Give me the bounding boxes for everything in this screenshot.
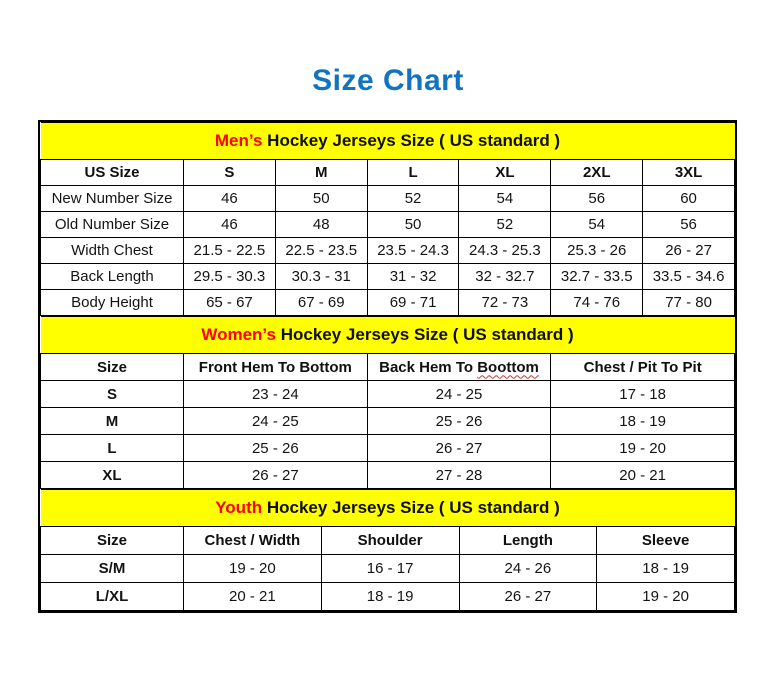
cell-value: 19 - 20: [551, 435, 735, 462]
back-hem-prefix: Back Hem To: [379, 358, 474, 376]
cell-value: 31 - 32: [367, 264, 459, 290]
mens-col-header: 2XL: [551, 160, 643, 186]
cell-value: 30.3 - 31: [275, 264, 367, 290]
cell-value: 27 - 28: [367, 462, 551, 489]
cell-value: 17 - 18: [551, 381, 735, 408]
cell-value: 24.3 - 25.3: [459, 238, 551, 264]
cell-value: 32.7 - 33.5: [551, 264, 643, 290]
womens-section-band: [41, 317, 735, 354]
table-row: [41, 381, 735, 408]
youth-col-header: Length: [459, 527, 597, 555]
youth-col-header: Shoulder: [321, 527, 459, 555]
cell-value: 24 - 26: [459, 555, 597, 583]
row-label: S/M: [41, 555, 184, 583]
cell-value: 18 - 19: [551, 408, 735, 435]
cell-value: 18 - 19: [597, 555, 735, 583]
row-label: Old Number Size: [41, 212, 184, 238]
cell-value: 18 - 19: [321, 583, 459, 611]
youth-band-highlight: Youth: [215, 498, 263, 517]
cell-value: 21.5 - 22.5: [184, 238, 276, 264]
mens-col-header: US Size: [41, 160, 184, 186]
table-row: [41, 290, 735, 316]
youth-size-table: [40, 489, 735, 611]
row-label: S: [41, 381, 184, 408]
cell-value: 33.5 - 34.6: [643, 264, 735, 290]
row-label: XL: [41, 462, 184, 489]
table-row: [41, 212, 735, 238]
youth-col-header: Chest / Width: [184, 527, 322, 555]
cell-value: 46: [184, 212, 276, 238]
mens-band-highlight: Men’s: [214, 131, 263, 150]
womens-header-row: [41, 354, 735, 381]
mens-col-header: 3XL: [643, 160, 735, 186]
cell-value: 19 - 20: [184, 555, 322, 583]
table-row: [41, 555, 735, 583]
cell-value: 23.5 - 24.3: [367, 238, 459, 264]
youth-col-header: Size: [41, 527, 184, 555]
table-row: [41, 408, 735, 435]
cell-value: 29.5 - 30.3: [184, 264, 276, 290]
cell-value: 52: [367, 186, 459, 212]
mens-col-header: XL: [459, 160, 551, 186]
cell-value: 20 - 21: [551, 462, 735, 489]
cell-value: 24 - 25: [367, 381, 551, 408]
cell-value: 16 - 17: [321, 555, 459, 583]
mens-section-band: [41, 123, 735, 160]
size-chart-table: [38, 120, 737, 613]
cell-value: 20 - 21: [184, 583, 322, 611]
row-label: Back Length: [41, 264, 184, 290]
cell-value: 69 - 71: [367, 290, 459, 316]
cell-value: 56: [643, 212, 735, 238]
page-title: Size Chart: [312, 64, 464, 97]
row-label: Width Chest: [41, 238, 184, 264]
cell-value: 72 - 73: [459, 290, 551, 316]
row-label: L: [41, 435, 184, 462]
cell-value: 50: [275, 186, 367, 212]
youth-band-cell: [41, 490, 735, 527]
cell-value: 67 - 69: [275, 290, 367, 316]
cell-value: 26 - 27: [459, 583, 597, 611]
mens-size-table: [40, 122, 735, 316]
youth-header-row: [41, 527, 735, 555]
cell-value: 74 - 76: [551, 290, 643, 316]
mens-band-text: Hockey Jerseys Size ( US standard ): [267, 131, 561, 150]
cell-value: 25 - 26: [184, 435, 368, 462]
womens-col-header: Front Hem To Bottom: [184, 354, 368, 381]
table-row: [41, 435, 735, 462]
cell-value: 77 - 80: [643, 290, 735, 316]
row-label: M: [41, 408, 184, 435]
youth-band-text: Hockey Jerseys Size ( US standard ): [266, 498, 560, 517]
mens-band-cell: [41, 123, 735, 160]
womens-col-header: Chest / Pit To Pit: [551, 354, 735, 381]
row-label: Body Height: [41, 290, 184, 316]
cell-value: 46: [184, 186, 276, 212]
cell-value: 56: [551, 186, 643, 212]
table-row: [41, 583, 735, 611]
womens-col-header: Size: [41, 354, 184, 381]
mens-col-header: M: [275, 160, 367, 186]
womens-band-cell: [41, 317, 735, 354]
youth-section-band: [41, 490, 735, 527]
table-row: [41, 238, 735, 264]
mens-header-row: [41, 160, 735, 186]
cell-value: 54: [459, 186, 551, 212]
cell-value: 60: [643, 186, 735, 212]
cell-value: 24 - 25: [184, 408, 368, 435]
cell-value: 50: [367, 212, 459, 238]
cell-value: 19 - 20: [597, 583, 735, 611]
cell-value: 25 - 26: [367, 408, 551, 435]
womens-band-text: Hockey Jerseys Size ( US standard ): [280, 325, 574, 344]
cell-value: 52: [459, 212, 551, 238]
cell-value: 26 - 27: [184, 462, 368, 489]
womens-size-table: [40, 316, 735, 489]
mens-col-header: L: [367, 160, 459, 186]
cell-value: 22.5 - 23.5: [275, 238, 367, 264]
row-label: New Number Size: [41, 186, 184, 212]
table-row: [41, 462, 735, 489]
womens-col-header-back-hem: [367, 354, 551, 381]
cell-value: 26 - 27: [367, 435, 551, 462]
mens-col-header: S: [184, 160, 276, 186]
row-label: L/XL: [41, 583, 184, 611]
table-row: [41, 186, 735, 212]
womens-band-highlight: Women’s: [201, 325, 276, 344]
cell-value: 32 - 32.7: [459, 264, 551, 290]
cell-value: 25.3 - 26: [551, 238, 643, 264]
cell-value: 48: [275, 212, 367, 238]
back-hem-misspelled-word: Boottom: [477, 358, 539, 376]
cell-value: 65 - 67: [184, 290, 276, 316]
youth-col-header: Sleeve: [597, 527, 735, 555]
cell-value: 23 - 24: [184, 381, 368, 408]
cell-value: 54: [551, 212, 643, 238]
table-row: [41, 264, 735, 290]
cell-value: 26 - 27: [643, 238, 735, 264]
